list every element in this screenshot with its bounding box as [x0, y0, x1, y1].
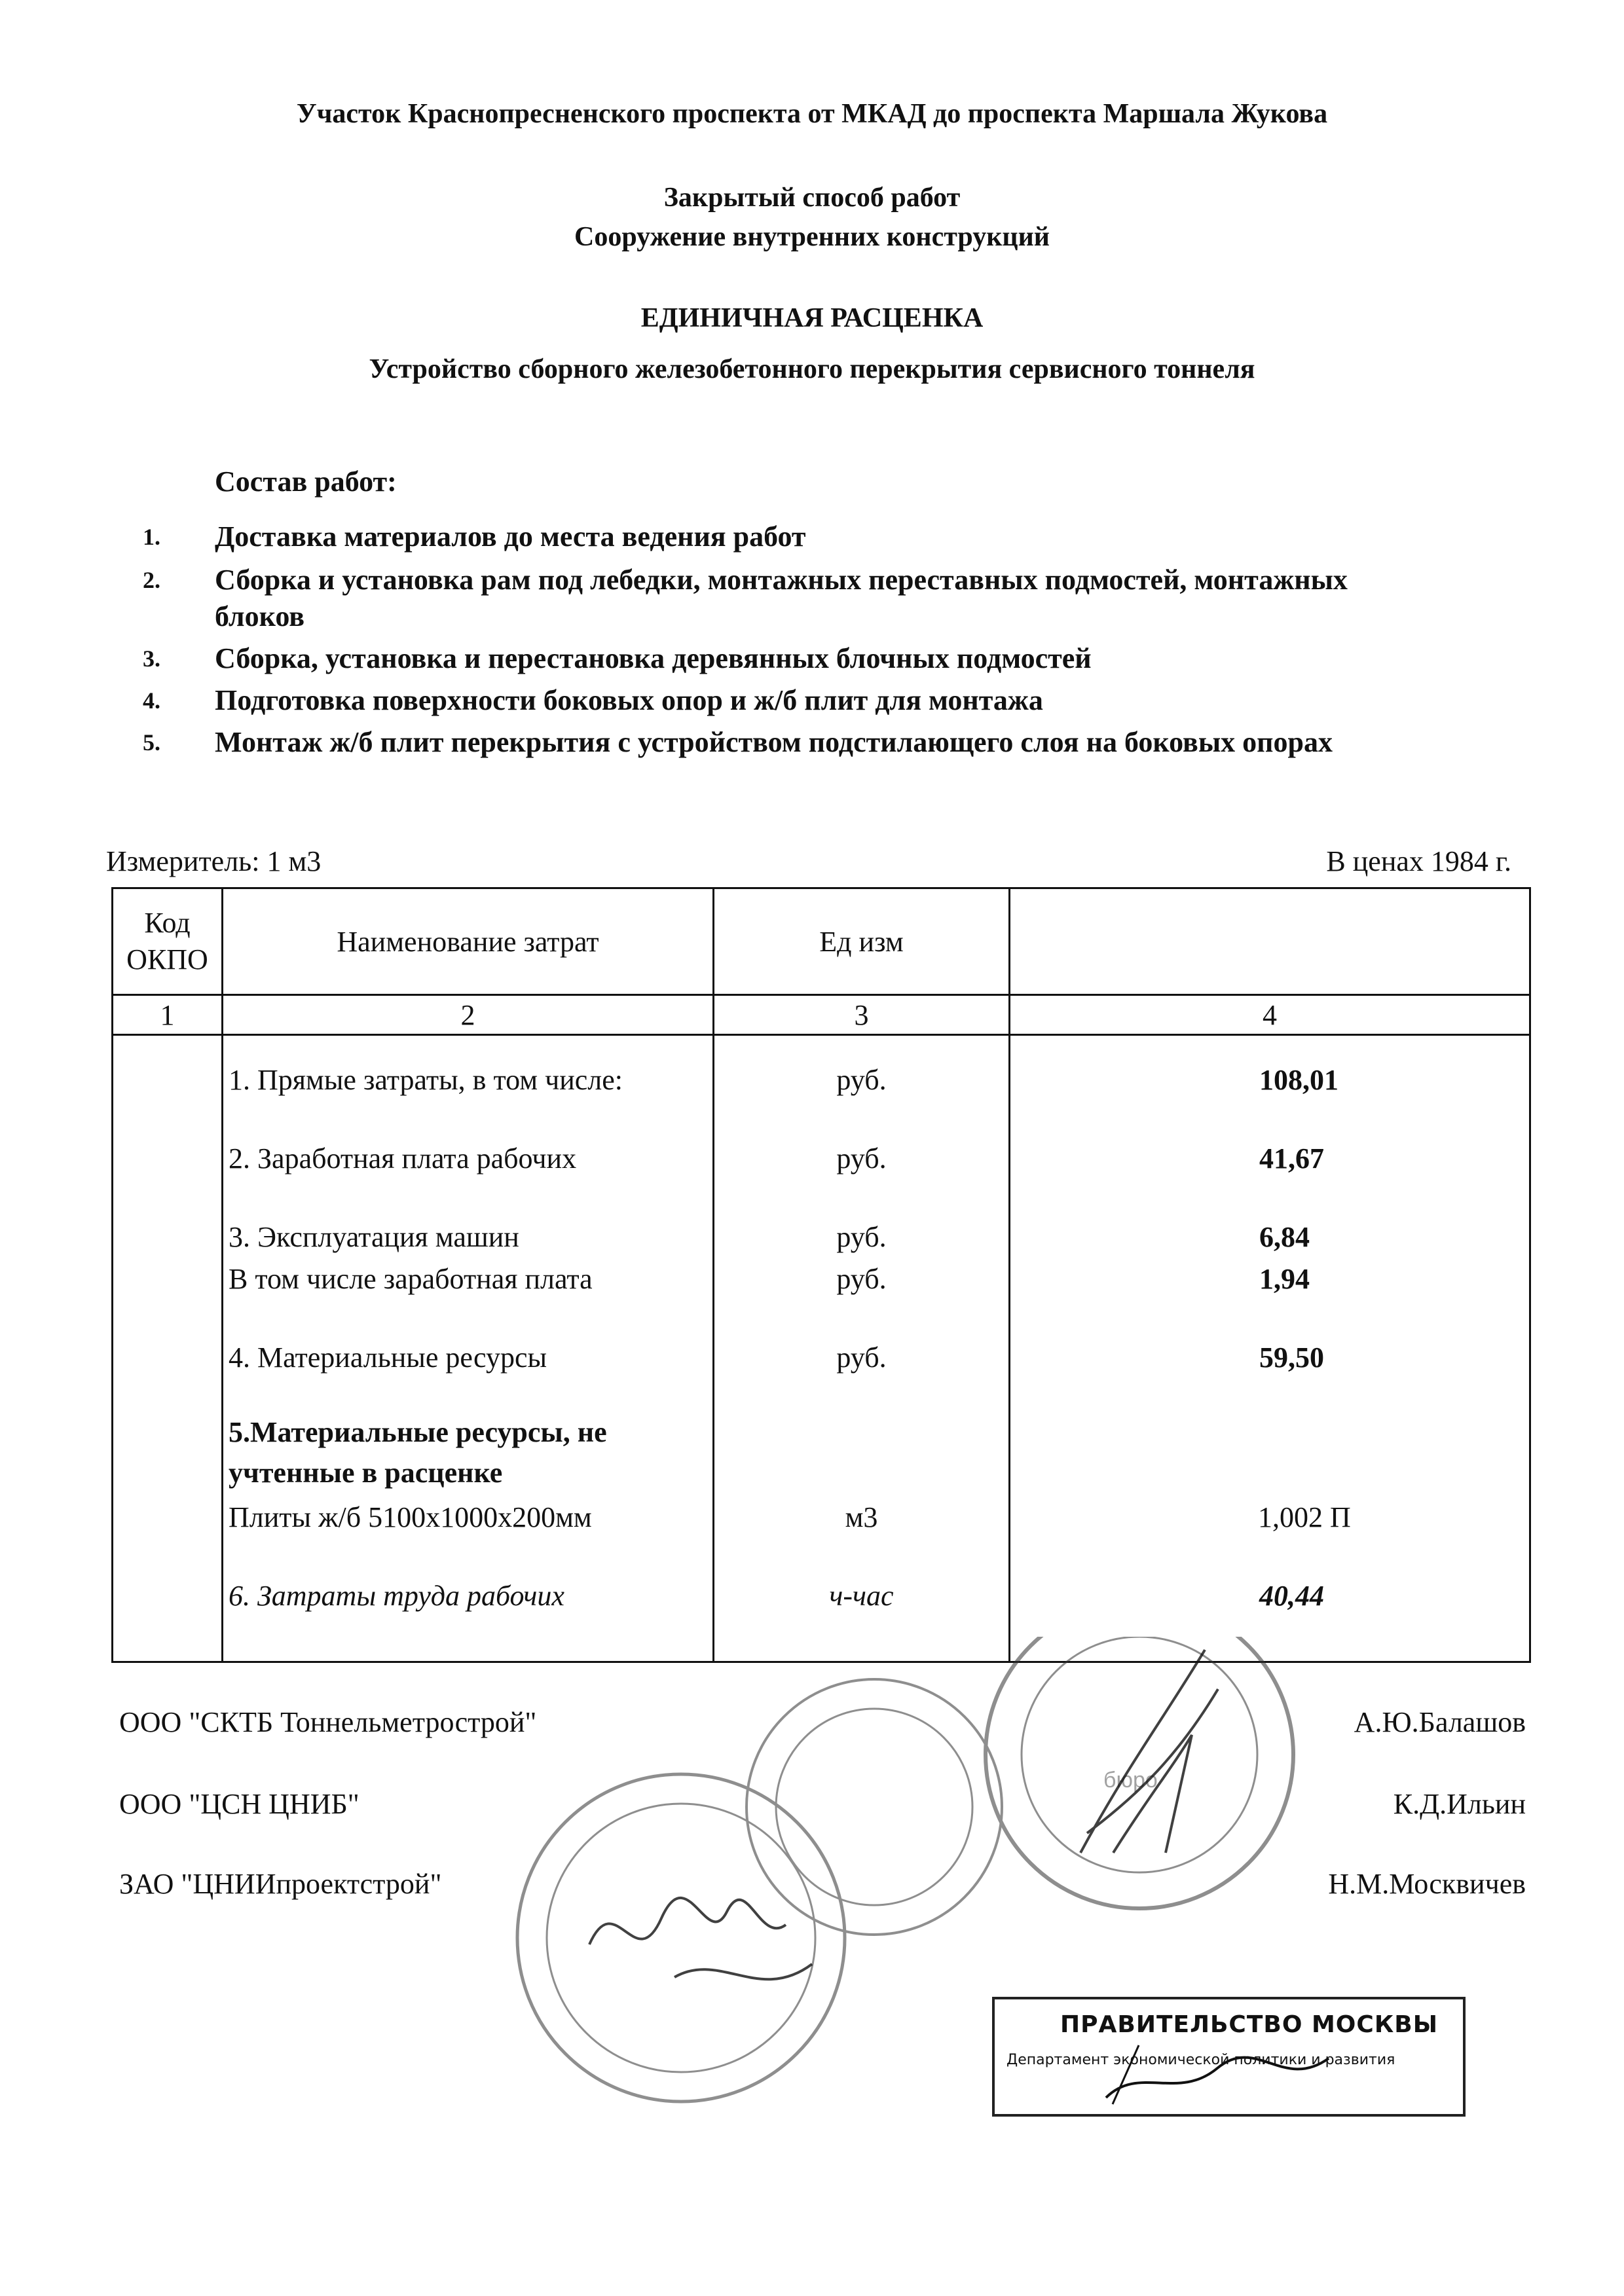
signatory-organization: ООО "СКТБ Тоннельметрострой": [119, 1706, 537, 1738]
work-item-text: Сборка, установка и перестановка деревянных блочных подмостей: [215, 642, 1092, 674]
cost-value: 1,002 П: [1258, 1501, 1351, 1533]
document-subtitle: Устройство сборного железобетонного перекрытия сервисного тоннеля: [369, 354, 1255, 384]
round-stamp-left: [517, 1774, 845, 2102]
cost-unit: м3: [845, 1501, 878, 1533]
work-method-heading: Закрытый способ работ: [663, 183, 961, 213]
column-header-cost-name: Наименование затрат: [223, 888, 714, 995]
work-item-number: 3.: [143, 646, 160, 672]
cost-value: 41,67: [1259, 1142, 1324, 1175]
round-stamp-middle: [747, 1679, 1002, 1935]
column-number: 2: [223, 995, 714, 1035]
cost-value: 59,50: [1259, 1341, 1324, 1374]
work-item: [143, 640, 1452, 677]
signatory-name: А.Ю.Балашов: [1354, 1706, 1526, 1738]
work-item-number: 4.: [143, 687, 160, 714]
cost-value: 6,84: [1259, 1221, 1310, 1253]
cost-name: 3. Эксплуатация машин: [229, 1221, 519, 1253]
work-item-text: Монтаж ж/б плит перекрытия с устройством подстилающего слоя на боковых опорах: [215, 726, 1333, 758]
cost-unit: руб.: [836, 1263, 887, 1295]
construction-type-heading: Сооружение внутренних конструкций: [574, 222, 1050, 252]
price-basis: В ценах 1984 г.: [1326, 845, 1511, 877]
work-item-number: 1.: [143, 524, 160, 550]
work-item: [143, 682, 1452, 719]
stamp-inner-text: бюро: [1103, 1768, 1158, 1793]
work-item: [143, 519, 1452, 555]
table-column-numbers-row: [113, 995, 1530, 1035]
work-item: [143, 562, 1452, 635]
cost-name: В том числе заработная плата: [229, 1263, 593, 1295]
work-item-text: Сборка и установка рам под лебедки, монтажных переставных подмостей, монтажных блоков: [215, 564, 1348, 632]
work-item-number: 2.: [143, 567, 160, 593]
gov-stamp-signature: [1099, 2039, 1335, 2111]
gov-stamp-department: Департамент экономической политики и развития: [1006, 2052, 1395, 2068]
signatory-name: Н.М.Москвичев: [1328, 1868, 1526, 1900]
cost-name: учтенные в расценке: [229, 1457, 503, 1489]
document-location-heading: Участок Краснопресненского проспекта от МКАД до проспекта Маршала Жукова: [296, 99, 1328, 129]
table-body-row: [113, 1035, 1530, 1662]
cost-names-cell: [223, 1035, 714, 1662]
column-header-value: [1010, 888, 1530, 995]
cost-unit: руб.: [836, 1221, 887, 1253]
measurement-unit: Измеритель: 1 м3: [106, 845, 322, 877]
okpo-cell: [113, 1035, 223, 1662]
column-header-unit: Ед изм: [714, 888, 1010, 995]
column-number: 3: [714, 995, 1010, 1035]
work-item-text: Подготовка поверхности боковых опор и ж/б плит для монтажа: [215, 684, 1043, 716]
work-item-text: Доставка материалов до места ведения работ: [215, 520, 806, 553]
document-title: ЕДИНИЧНАЯ РАСЦЕНКА: [640, 303, 984, 333]
units-cell: [714, 1035, 1010, 1662]
cost-name: 4. Материальные ресурсы: [229, 1341, 547, 1374]
cost-name: 1. Прямые затраты, в том числе:: [229, 1064, 623, 1096]
cost-unit: ч-час: [829, 1580, 894, 1612]
cost-table: [111, 887, 1531, 1663]
government-stamp-box: [992, 1997, 1466, 2117]
cost-name: 5.Материальные ресурсы, не: [229, 1416, 607, 1448]
cost-value: 1,94: [1259, 1263, 1310, 1295]
cost-value: 40,44: [1259, 1580, 1324, 1612]
cost-unit: руб.: [836, 1142, 887, 1175]
signatory-organization: ЗАО "ЦНИИпроектстрой": [119, 1868, 442, 1900]
work-composition-title: Состав работ:: [215, 465, 397, 498]
cost-unit: руб.: [836, 1064, 887, 1096]
cost-name: 6. Затраты труда рабочих: [229, 1580, 564, 1612]
cost-value: 108,01: [1259, 1064, 1338, 1096]
table-header-row: [113, 888, 1530, 995]
cost-name: Плиты ж/б 5100х1000х200мм: [229, 1501, 592, 1533]
gov-stamp-title: ПРАВИТЕЛЬСТВО МОСКВЫ: [1060, 2011, 1438, 2038]
column-number: 4: [1010, 995, 1530, 1035]
column-number: 1: [113, 995, 223, 1035]
signatory-organization: ООО "ЦСН ЦНИБ": [119, 1788, 360, 1820]
work-item: [143, 724, 1452, 761]
values-cell: [1010, 1035, 1530, 1662]
cost-name: 2. Заработная плата рабочих: [229, 1142, 577, 1175]
cost-unit: руб.: [836, 1341, 887, 1374]
signatory-name: К.Д.Ильин: [1393, 1788, 1526, 1820]
column-header-okpo: Код ОКПО: [113, 888, 223, 995]
work-item-number: 5.: [143, 729, 160, 756]
